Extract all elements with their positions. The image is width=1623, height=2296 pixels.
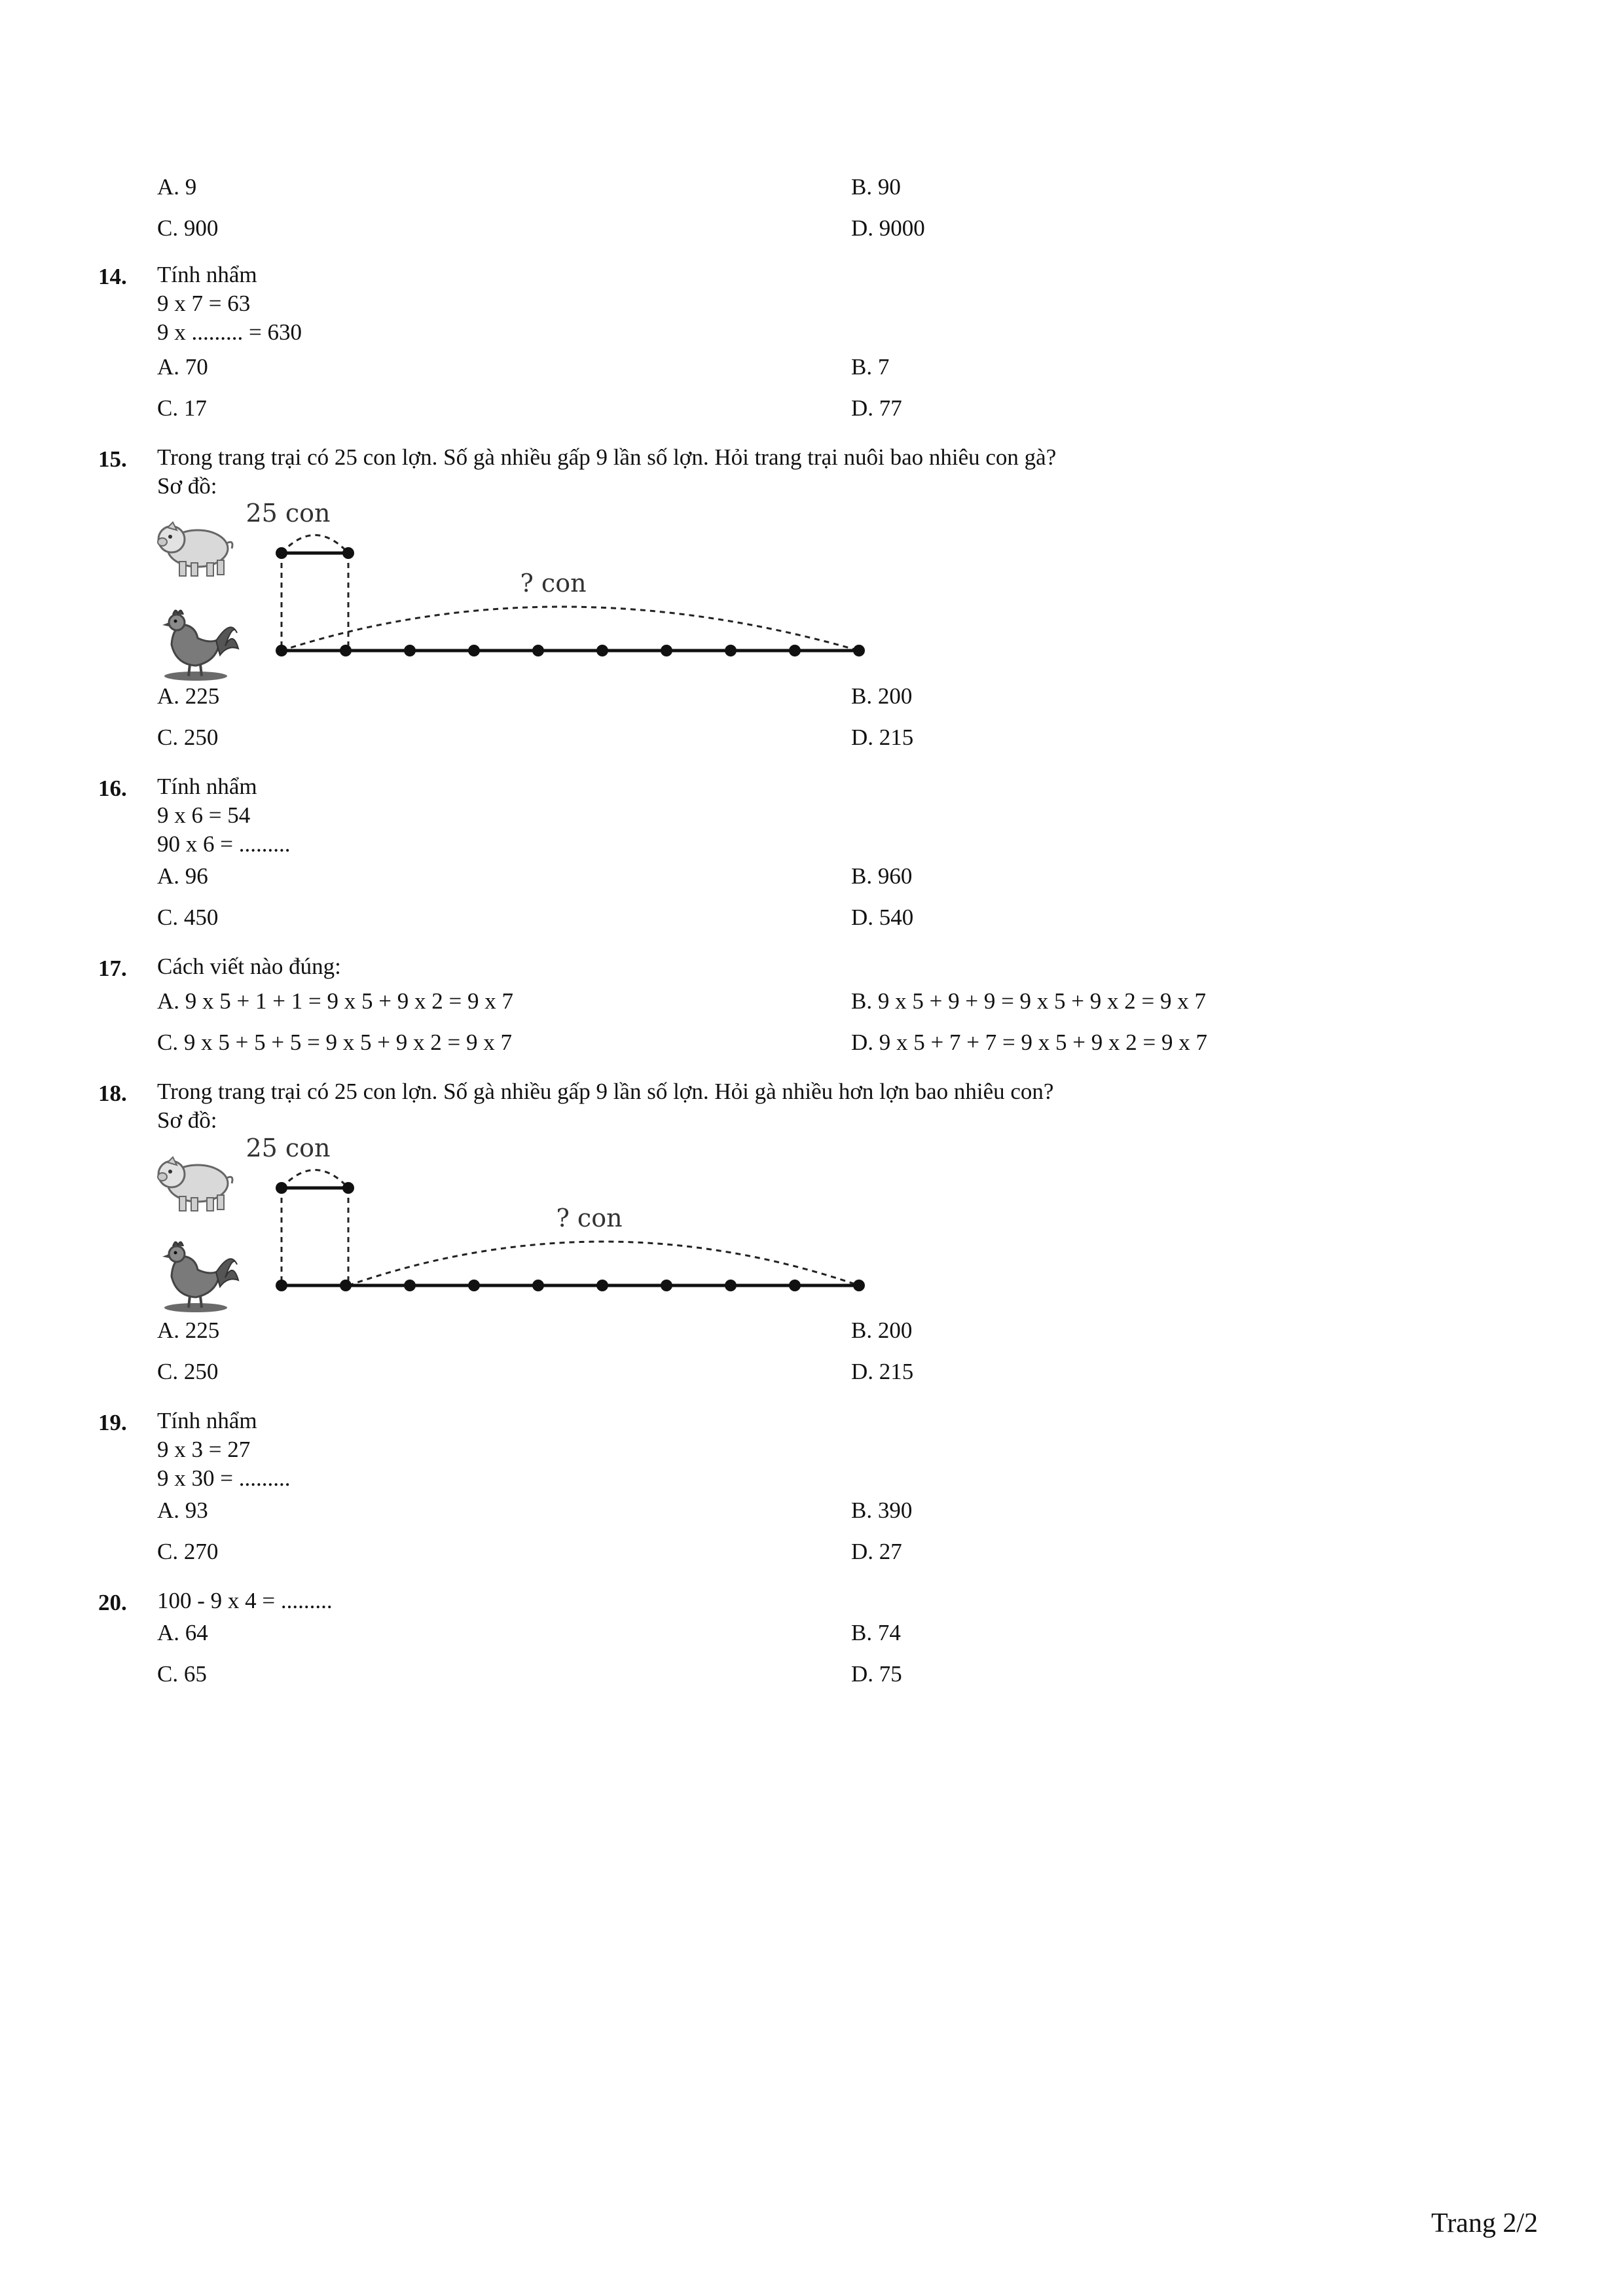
- q15-chicken-brace: [282, 607, 859, 651]
- q18-chicken-dot: [789, 1280, 801, 1291]
- q14-option-b: B. 7: [851, 354, 890, 380]
- q20-option-d: D. 75: [851, 1661, 902, 1687]
- q20-text: 100 - 9 x 4 = .........: [157, 1588, 333, 1613]
- q18-pig-brace: [282, 1170, 348, 1189]
- q17-title: Cách viết nào đúng:: [157, 954, 341, 979]
- q19-option-d: D. 27: [851, 1539, 902, 1564]
- q18-chicken-dot: [853, 1280, 865, 1291]
- q19-number: 19.: [98, 1410, 127, 1435]
- q18-chicken-dot: [725, 1280, 737, 1291]
- q15-pig-dot: [342, 547, 354, 559]
- q18-chicken-dot: [340, 1280, 352, 1291]
- q15-chicken-dot: [468, 645, 480, 656]
- q18-pig-dot: [276, 1182, 287, 1194]
- q15-diagram-caption: Sơ đồ:: [157, 473, 217, 499]
- q18-diagram: [151, 1132, 884, 1355]
- q15-chicken-label: ? con: [520, 569, 587, 598]
- q18-pig-label: 25 con: [246, 1134, 331, 1162]
- q20-option-b: B. 74: [851, 1620, 901, 1645]
- q15-option-b: B. 200: [851, 683, 913, 709]
- q13-option-d: D. 9000: [851, 215, 925, 241]
- pig-icon: [158, 1157, 232, 1211]
- q16-option-a: A. 96: [157, 863, 208, 889]
- q15-chicken-dot: [404, 645, 416, 656]
- q14-option-d: D. 77: [851, 395, 902, 421]
- q15-chicken-dot: [725, 645, 737, 656]
- page-number: Trang 2/2: [1431, 2208, 1538, 2238]
- q19-option-c: C. 270: [157, 1539, 219, 1564]
- q13-option-a: A. 9: [157, 174, 197, 200]
- q18-chicken-dot: [468, 1280, 480, 1291]
- q16-line-2: 90 x 6 = .........: [157, 831, 291, 857]
- q15-pig-label: 25 con: [246, 499, 331, 528]
- q15-pig-dot: [276, 547, 287, 559]
- q15-number: 15.: [98, 446, 127, 472]
- q19-option-a: A. 93: [157, 1498, 208, 1523]
- pig-icon: [158, 522, 232, 576]
- q13-option-c: C. 900: [157, 215, 219, 241]
- q13-option-b: B. 90: [851, 174, 901, 200]
- q18-pig-dot: [342, 1182, 354, 1194]
- q20-number: 20.: [98, 1590, 127, 1615]
- rooster-icon: [162, 610, 238, 681]
- q15-text: Trong trang trại có 25 con lợn. Số gà nhiều gấp 9 lần số lợn. Hỏi trang trại nuôi bao nhiêu con gà?: [157, 444, 1057, 470]
- q20-option-a: A. 64: [157, 1620, 208, 1645]
- q14-option-a: A. 70: [157, 354, 208, 380]
- rooster-icon: [162, 1242, 238, 1312]
- q19-line-2: 9 x 30 = .........: [157, 1465, 291, 1491]
- q19-title: Tính nhẩm: [157, 1408, 257, 1433]
- q15-chicken-dot: [661, 645, 672, 656]
- q15-pig-brace: [282, 535, 348, 554]
- q18-chicken-dot: [404, 1280, 416, 1291]
- q18-number: 18.: [98, 1081, 127, 1106]
- q17-number: 17.: [98, 956, 127, 981]
- q14-option-c: C. 17: [157, 395, 207, 421]
- q17-option-c: C. 9 x 5 + 5 + 5 = 9 x 5 + 9 x 2 = 9 x 7: [157, 1030, 513, 1055]
- q15-dots: [276, 547, 865, 656]
- q15-chicken-dot: [340, 645, 352, 656]
- q17-option-a: A. 9 x 5 + 1 + 1 = 9 x 5 + 9 x 2 = 9 x 7: [157, 988, 513, 1014]
- q15-chicken-dot: [789, 645, 801, 656]
- q14-line-2: 9 x ......... = 630: [157, 319, 302, 345]
- q14-title: Tính nhẩm: [157, 262, 257, 287]
- q15-chicken-dot: [853, 645, 865, 656]
- q18-option-a: A. 225: [157, 1318, 220, 1343]
- q17-option-d: D. 9 x 5 + 7 + 7 = 9 x 5 + 9 x 2 = 9 x 7: [851, 1030, 1207, 1055]
- q18-dots: [276, 1182, 865, 1291]
- q18-option-b: B. 200: [851, 1318, 913, 1343]
- q17-option-b: B. 9 x 5 + 9 + 9 = 9 x 5 + 9 x 2 = 9 x 7: [851, 988, 1207, 1014]
- q14-number: 14.: [98, 264, 127, 289]
- q15-option-c: C. 250: [157, 725, 219, 750]
- q18-chicken-dot: [532, 1280, 544, 1291]
- q16-option-c: C. 450: [157, 905, 219, 930]
- q15-diagram: [151, 497, 884, 720]
- q15-chicken-dot: [596, 645, 608, 656]
- q15-option-a: A. 225: [157, 683, 220, 709]
- q20-option-c: C. 65: [157, 1661, 207, 1687]
- q18-text: Trong trang trại có 25 con lợn. Số gà nhiều gấp 9 lần số lợn. Hỏi gà nhiều hơn lợn bao nhiêu con?: [157, 1079, 1054, 1104]
- q16-option-b: B. 960: [851, 863, 913, 889]
- q16-option-d: D. 540: [851, 905, 914, 930]
- q15-chicken-dot: [276, 645, 287, 656]
- q18-chicken-dot: [661, 1280, 672, 1291]
- q16-number: 16.: [98, 776, 127, 801]
- q18-chicken-label: ? con: [556, 1204, 623, 1232]
- q18-chicken-dot: [596, 1280, 608, 1291]
- q18-chicken-dot: [276, 1280, 287, 1291]
- q15-chicken-dot: [532, 645, 544, 656]
- q15-option-d: D. 215: [851, 725, 914, 750]
- q19-line-1: 9 x 3 = 27: [157, 1437, 251, 1462]
- q18-diagram-caption: Sơ đồ:: [157, 1107, 217, 1133]
- q18-option-c: C. 250: [157, 1359, 219, 1384]
- q18-difference-brace: [348, 1242, 859, 1285]
- q18-option-d: D. 215: [851, 1359, 914, 1384]
- q14-line-1: 9 x 7 = 63: [157, 291, 251, 316]
- q16-title: Tính nhẩm: [157, 774, 257, 799]
- q19-option-b: B. 390: [851, 1498, 913, 1523]
- q16-line-1: 9 x 6 = 54: [157, 802, 251, 828]
